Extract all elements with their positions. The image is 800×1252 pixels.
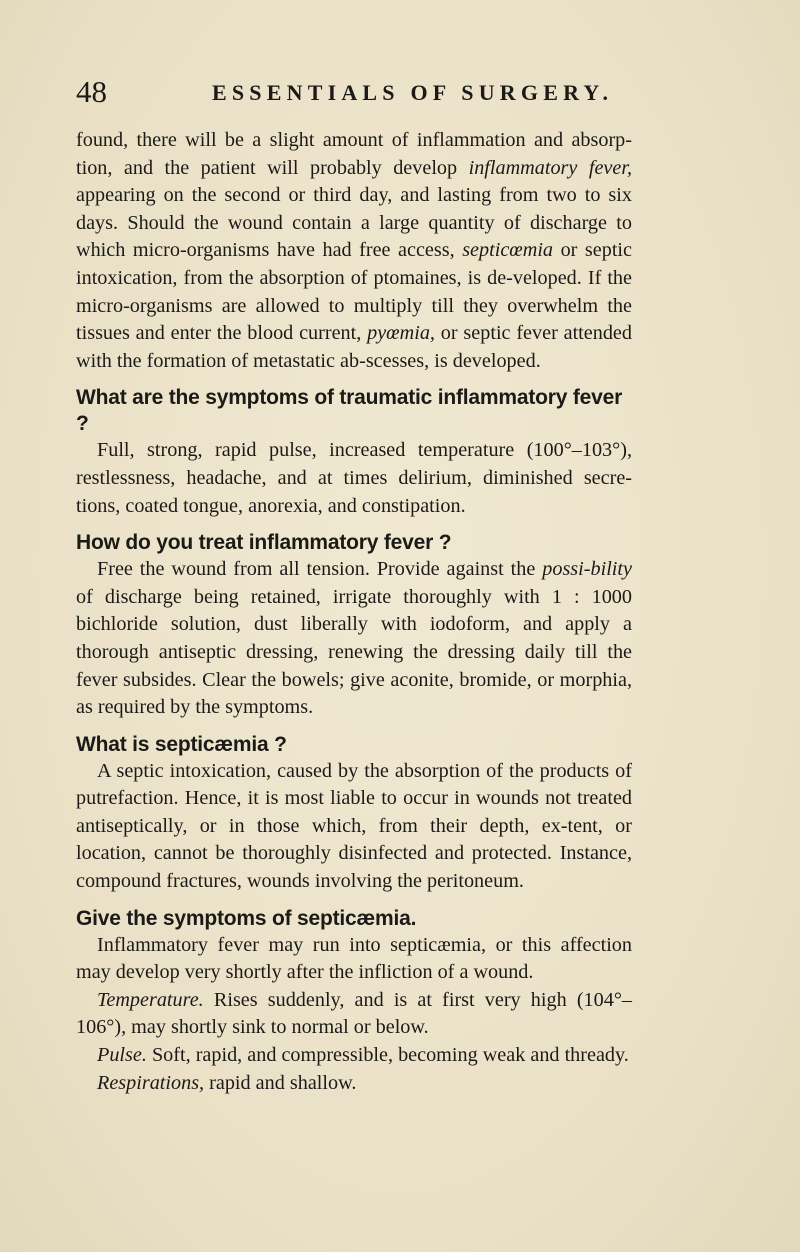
symptom-pulse-text: Soft, rapid, and compressible, becoming weak and thready. xyxy=(146,1044,629,1067)
treatment-italic-possibility: possi-bility xyxy=(542,558,632,581)
answer-symptoms-traumatic-fever: Full, strong, rapid pulse, increased temperature (100°–103°), restlessness, headache, and at times delirium, diminished secre-tions, coated tongue, anorexia, and constipation. xyxy=(76,439,632,517)
intro-italic-pyaemia: pyœmia, xyxy=(367,322,435,345)
symptom-pulse xyxy=(76,1042,632,1070)
treatment-text-1: Free the wound from all tension. Provide against the xyxy=(97,558,543,581)
intro-italic-inflammatory-fever: inflammatory fever, xyxy=(468,156,633,179)
answer-what-is-septicaemia: A septic intoxication, caused by the absorption of the products of putrefaction. Hence, it is most liable to occur in wounds not treated antiseptically, or in those which, from their depth, ex-tent, or location, cannot be thoroughly disinfected and protected. Instance, compound fractures, wounds involving the peritoneum. xyxy=(76,759,632,893)
question-symptoms-traumatic-fever: What are the symptoms of traumatic inflammatory fever ? xyxy=(76,386,623,436)
intro-text-1: found, there will be a slight amount of inflammation and absorp-tion, and the patient will probably develop xyxy=(76,129,632,179)
answer-treat-inflammatory-fever xyxy=(76,556,632,722)
symptom-respirations-text: rapid and shallow. xyxy=(204,1071,357,1094)
treatment-text-2: of discharge being retained, irrigate thoroughly with 1 : 1000 bichloride solution, dust liberally with iodoform, and apply a thorough antiseptic dressing, renewing the dressing daily till the fever subsides. Clear the bowels; give aconite, bromide, or morphia, as required by the symptoms. xyxy=(76,585,632,719)
symptom-temperature-text: Rises suddenly, and is at first very high (104°–106°), may shortly sink to normal or below. xyxy=(76,988,632,1039)
question-what-is-septicaemia: What is septicæmia ? xyxy=(76,732,287,756)
symptom-respirations-label: Respirations, xyxy=(97,1071,205,1094)
intro-paragraph xyxy=(76,127,632,375)
symptom-temperature-label: Temperature. xyxy=(97,988,204,1011)
symptom-pulse-label: Pulse. xyxy=(97,1044,147,1067)
question-treat-inflammatory-fever: How do you treat inflammatory fever ? xyxy=(76,531,452,555)
intro-italic-septicaemia: septicœmia xyxy=(462,239,554,262)
page-header xyxy=(76,74,636,114)
answer-septicaemia-symptoms: Inflammatory fever may run into septicæmia, or this affection may develop very shortly after the infliction of a wound. xyxy=(76,933,632,984)
symptom-respirations xyxy=(76,1070,632,1098)
intro-text-4: or septic fever attended with the formation of metastatic ab-scesses, is developed. xyxy=(76,322,632,372)
question-septicaemia-symptoms: Give the symptoms of septicæmia. xyxy=(76,906,417,930)
page-number: 48 xyxy=(76,74,107,109)
body-text xyxy=(76,127,632,1097)
running-head: ESSENTIALS OF SURGERY. xyxy=(212,80,614,105)
intro-text-3: or septic intoxication, from the absorption of ptomaines, is de-veloped. If the micro-organisms are allowed to multiply till they overwhelm the tissues and enter the blood current, xyxy=(76,239,632,345)
intro-text-2: appearing on the second or third day, and lasting from two to six days. Should the wound contain a large quantity of discharge to which micro-organisms have had free access, xyxy=(76,184,632,262)
symptom-temperature xyxy=(76,987,632,1042)
